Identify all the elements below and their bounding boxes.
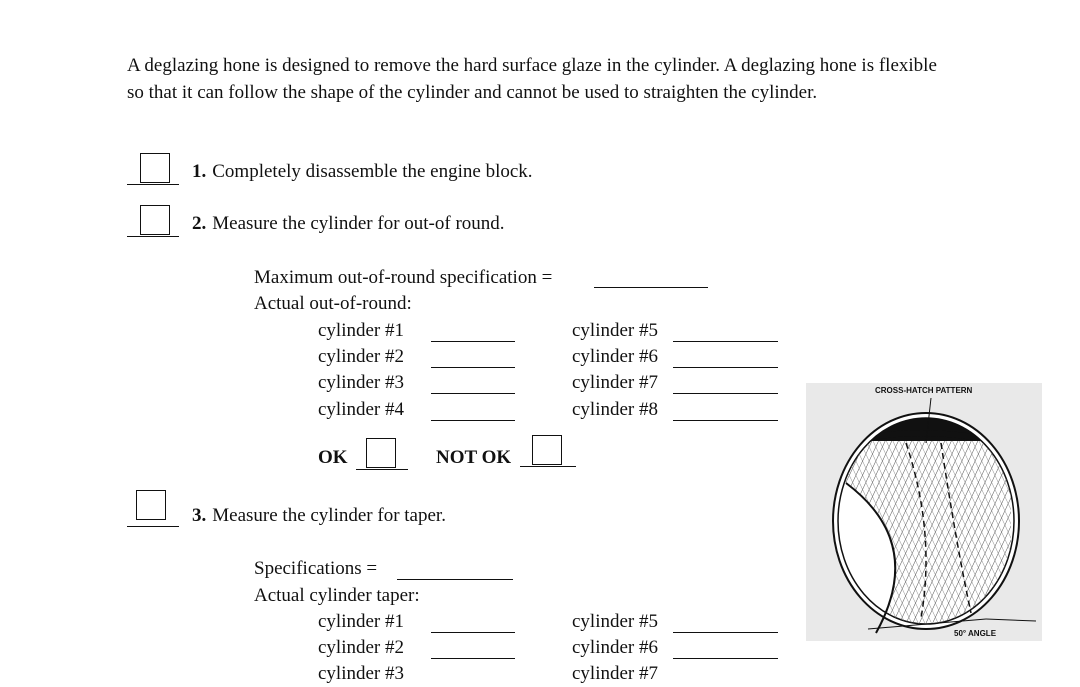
step-3-checkbox[interactable] bbox=[136, 490, 166, 520]
oor-cylinder-7-blank[interactable] bbox=[673, 393, 778, 394]
oor-cylinder-2-label: cylinder #2 bbox=[318, 346, 405, 367]
step-1-text: Completely disassemble the engine block. bbox=[212, 161, 533, 182]
step-3-number: 3. bbox=[192, 505, 207, 526]
intro-paragraph bbox=[127, 53, 957, 106]
cross-hatch-figure bbox=[806, 383, 1042, 641]
step-3-text: Measure the cylinder for taper. bbox=[212, 505, 446, 526]
oor-cylinder-8-blank[interactable] bbox=[673, 420, 778, 421]
taper-cylinder-2-blank[interactable] bbox=[431, 658, 515, 659]
step-3-checkbox-line bbox=[127, 495, 179, 527]
cylinder-diagram bbox=[806, 383, 1042, 641]
step-2-checkbox-line bbox=[127, 205, 179, 237]
out-of-round-spec-blank[interactable] bbox=[594, 287, 708, 288]
oor-cylinder-4-label: cylinder #4 bbox=[318, 399, 405, 420]
oor-cylinder-4-blank[interactable] bbox=[431, 420, 515, 421]
figure-angle-label: 50° ANGLE bbox=[954, 629, 997, 638]
not-ok-label: NOT OK bbox=[436, 447, 512, 468]
out-of-round-spec-label: Maximum out-of-round specification = bbox=[254, 267, 553, 288]
step-2-text: Measure the cylinder for out-of round. bbox=[212, 213, 505, 234]
taper-spec-label: Specifications = bbox=[254, 558, 378, 579]
taper-cylinder-7-label: cylinder #7 bbox=[572, 663, 659, 684]
step-2 bbox=[192, 211, 505, 237]
oor-cylinder-2-blank[interactable] bbox=[431, 367, 515, 368]
taper-cylinder-5-label: cylinder #5 bbox=[572, 611, 659, 632]
ok-checkbox[interactable] bbox=[366, 438, 396, 468]
oor-cylinder-3-blank[interactable] bbox=[431, 393, 515, 394]
taper-cylinder-1-label: cylinder #1 bbox=[318, 611, 405, 632]
oor-cylinder-8-label: cylinder #8 bbox=[572, 399, 659, 420]
oor-cylinder-5-label: cylinder #5 bbox=[572, 320, 659, 341]
oor-cylinder-1-blank[interactable] bbox=[431, 341, 515, 342]
not-ok-checkbox[interactable] bbox=[532, 435, 562, 465]
oor-cylinder-7-label: cylinder #7 bbox=[572, 372, 659, 393]
oor-cylinder-1-label: cylinder #1 bbox=[318, 320, 405, 341]
step-1-checkbox[interactable] bbox=[140, 153, 170, 183]
oor-cylinder-6-blank[interactable] bbox=[673, 367, 778, 368]
step-2-number: 2. bbox=[192, 213, 207, 234]
out-of-round-actual-label: Actual out-of-round: bbox=[254, 293, 412, 314]
step-1 bbox=[192, 159, 533, 185]
taper-cylinder-2-label: cylinder #2 bbox=[318, 637, 405, 658]
not-ok-checkbox-line bbox=[520, 435, 576, 467]
step-1-checkbox-line bbox=[127, 153, 179, 185]
step-2-checkbox[interactable] bbox=[140, 205, 170, 235]
taper-actual-label: Actual cylinder taper: bbox=[254, 585, 420, 606]
oor-cylinder-5-blank[interactable] bbox=[673, 341, 778, 342]
taper-cylinder-5-blank[interactable] bbox=[673, 632, 778, 633]
ok-checkbox-line bbox=[356, 438, 408, 470]
oor-cylinder-3-label: cylinder #3 bbox=[318, 372, 405, 393]
intro-text: A deglazing hone is designed to remove the hard surface glaze in the cylinder. A deglazing hone is flexible so that it can follow the shape of the cylinder and cannot be used to straighten the cylinder. bbox=[127, 55, 937, 103]
ok-label: OK bbox=[318, 447, 348, 468]
taper-cylinder-1-blank[interactable] bbox=[431, 632, 515, 633]
figure-title: CROSS-HATCH PATTERN bbox=[875, 386, 973, 395]
taper-cylinder-6-blank[interactable] bbox=[673, 658, 778, 659]
taper-spec-blank[interactable] bbox=[397, 579, 513, 580]
taper-cylinder-3-label: cylinder #3 bbox=[318, 663, 405, 684]
step-1-number: 1. bbox=[192, 161, 207, 182]
oor-cylinder-6-label: cylinder #6 bbox=[572, 346, 659, 367]
taper-cylinder-6-label: cylinder #6 bbox=[572, 637, 659, 658]
step-3 bbox=[192, 503, 446, 529]
